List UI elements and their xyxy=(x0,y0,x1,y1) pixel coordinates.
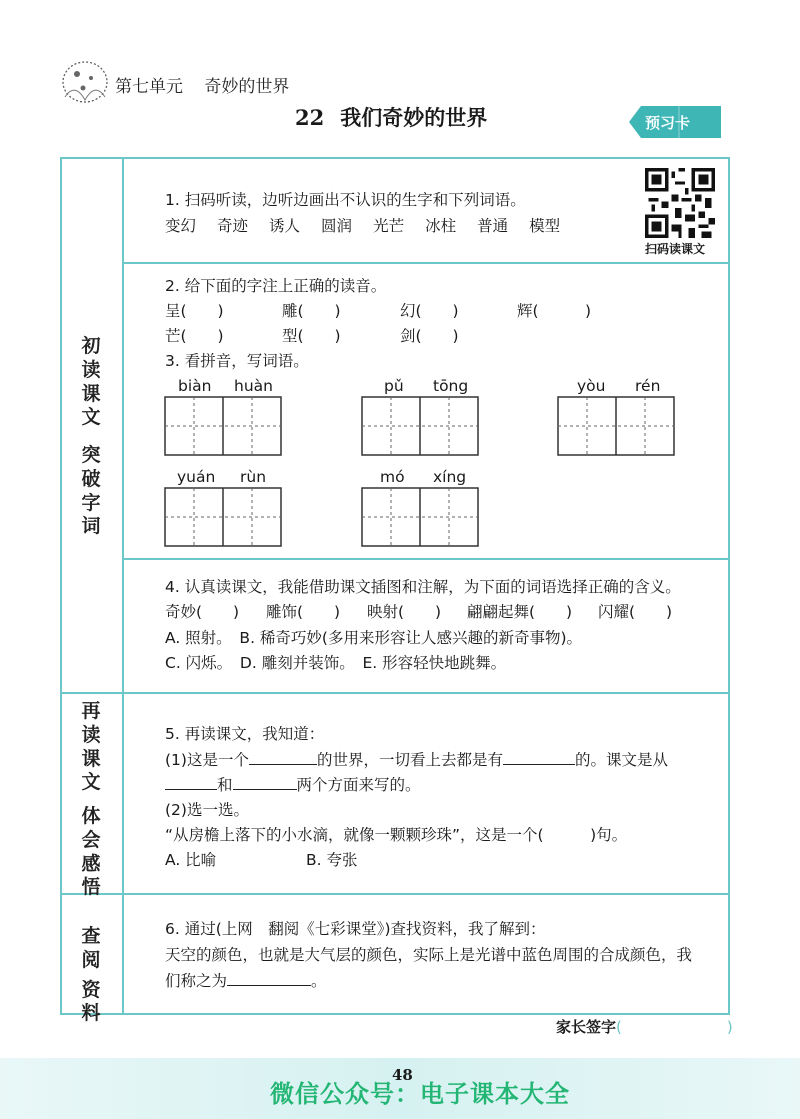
unit-number: 第七单元 xyxy=(115,77,183,97)
q4-options: C. 闪烁。 D. 雕刻并装饰。 E. 形容轻快地跳舞。 xyxy=(165,654,507,672)
word: 圆润 xyxy=(321,217,353,235)
qr-code-icon[interactable] xyxy=(645,168,715,238)
lesson-title-text: 我们奇妙的世界 xyxy=(340,105,488,130)
q3-prompt: 3. 看拼音，写词语。 xyxy=(165,352,309,370)
writing-grid[interactable] xyxy=(164,487,282,547)
q5-quote: “从房檐上落下的小水滴，就像一颗颗珍珠”，这是一个( )句。 xyxy=(165,826,628,844)
pinyin: huàn xyxy=(234,377,273,395)
label-column-divider xyxy=(122,157,124,1015)
q2-item: 幻( ) xyxy=(400,302,459,320)
lesson-title xyxy=(295,102,487,132)
answer-blank[interactable] xyxy=(233,775,297,790)
q4-term: 奇妙( ) xyxy=(165,603,240,621)
q4-prompt: 4. 认真读课文，我能借助课文插图和注解，为下面的词语选择正确的含义。 xyxy=(165,578,681,596)
q4-term: 雕饰( ) xyxy=(266,603,341,621)
pinyin: xíng xyxy=(433,468,467,486)
pinyin: pǔ xyxy=(384,377,404,395)
word: 变幻 xyxy=(165,217,197,235)
divider-section1 xyxy=(60,692,730,694)
q5-part2-label: (2)选一选。 xyxy=(165,801,249,819)
q6-text-line1: 天空的颜色，也就是大气层的颜色，实际上是光谱中蓝色周围的合成颜色，我 xyxy=(165,946,693,964)
pinyin: yòu xyxy=(577,377,606,395)
q5-option-a: A. 比喻 xyxy=(165,851,217,869)
q4-options: A. 照射。 B. 稀奇巧妙(多用来形容让人感兴趣的新奇事物)。 xyxy=(165,629,583,647)
writing-grid[interactable] xyxy=(361,487,479,547)
unit-header xyxy=(115,72,289,97)
q6-text-line2: 们称之为 。 xyxy=(165,972,327,990)
q4-term: 翩翩起舞( ) xyxy=(467,603,573,621)
section-label-reread: 再 读 课 文 体 会 感 悟 xyxy=(81,700,101,899)
q4-term: 闪耀( ) xyxy=(598,603,673,621)
writing-grid[interactable] xyxy=(164,396,282,456)
word: 冰柱 xyxy=(425,217,457,235)
word: 普通 xyxy=(477,217,509,235)
answer-blank[interactable] xyxy=(503,750,575,765)
answer-blank[interactable] xyxy=(165,775,217,790)
word: 光芒 xyxy=(373,217,405,235)
pinyin: tōng xyxy=(433,377,469,395)
parent-signature[interactable]: 家长签字( ) xyxy=(556,1018,733,1036)
pinyin: yuán xyxy=(177,468,216,486)
q2-item: 辉( ) xyxy=(517,302,592,320)
q6-prompt: 6. 通过(上网 翻阅《七彩课堂》)查找资料，我了解到： xyxy=(165,920,546,938)
word: 模型 xyxy=(529,217,561,235)
q2-item: 雕( ) xyxy=(282,302,341,320)
q2-item: 剑( ) xyxy=(400,327,459,345)
q1-word-list xyxy=(165,214,581,236)
q5-part1-line1: (1)这是一个 的世界，一切看上去都是有 的。课文是从 xyxy=(165,751,668,769)
q1-prompt: 1. 扫码听读，边听边画出不认识的生字和下列词语。 xyxy=(165,191,526,209)
pinyin: rùn xyxy=(240,468,267,486)
page-number: 48 xyxy=(392,1066,413,1084)
word: 奇迹 xyxy=(217,217,249,235)
pinyin: rén xyxy=(635,377,661,395)
divider-q3 xyxy=(122,558,730,560)
qr-caption: 扫码读课文 xyxy=(645,242,706,256)
unit-title: 奇妙的世界 xyxy=(204,77,290,97)
pinyin: mó xyxy=(380,468,405,486)
card-tag-label: 预习卡 xyxy=(645,114,691,132)
q5-part1-line2: 和 两个方面来写的。 xyxy=(165,773,421,795)
q5-option-b: B. 夸张 xyxy=(306,851,358,869)
unit-logo-icon xyxy=(55,52,115,110)
q5-prompt: 5. 再读课文，我知道： xyxy=(165,725,325,743)
watermark: 微信公众号：电子课本大全 xyxy=(270,1080,570,1108)
lesson-number: 22 xyxy=(295,105,325,130)
divider-q1 xyxy=(122,262,730,264)
divider-section2 xyxy=(60,893,730,895)
q2-item: 型( ) xyxy=(282,327,341,345)
writing-grid[interactable] xyxy=(557,396,675,456)
word: 诱人 xyxy=(269,217,301,235)
q4-term: 映射( ) xyxy=(367,603,442,621)
q2-item: 芒( ) xyxy=(165,327,224,345)
section-label-first-read: 初 读 课 文 突 破 字 词 xyxy=(81,335,101,538)
answer-blank[interactable] xyxy=(249,750,317,765)
answer-blank[interactable] xyxy=(227,971,311,986)
pinyin: biàn xyxy=(178,377,212,395)
writing-grid[interactable] xyxy=(361,396,479,456)
section-label-research: 查阅 资料 xyxy=(81,925,101,1025)
q2-prompt: 2. 给下面的字注上正确的读音。 xyxy=(165,277,387,295)
q2-item: 呈( ) xyxy=(165,302,224,320)
